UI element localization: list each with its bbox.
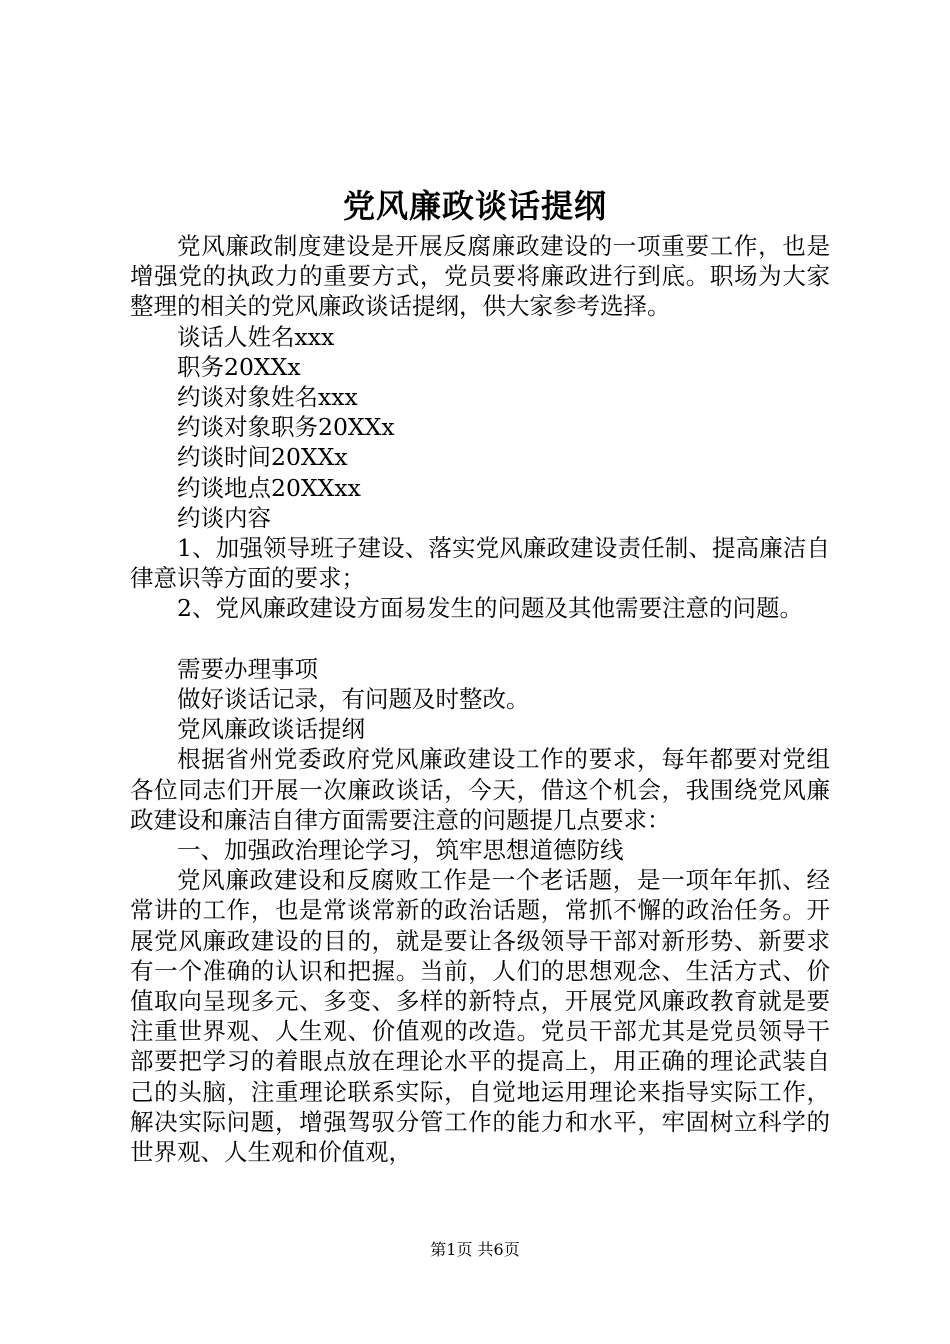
section-body-paragraph: 党风廉政建设和反腐败工作是一个老话题，是一项年年抓、经常讲的工作，也是常谈常新的政治话题，常抓不懈的政治任务。开展党风廉政建设的目的，就是要让各级领导干部对新形势、新要求有一个准确的认识和把握。当前，人们的思想观念、生活方式、价值取向呈现多元、多变、多样的新特点，开展党风廉政教育就是要注重世界观、人生观、价值观的改造。党员干部尤其是党员领导干部要把学习的着眼点放在理论水平的提高上，用正确的理论武装自己的头脑，注重理论联系实际，自觉地运用理论来指导实际工作，解决实际问题，增强驾驭分管工作的能力和水平，牢固树立科学的世界观、人生观和价值观， (130, 866, 830, 1167)
field-interviewee-name: 约谈对象姓名xxx (177, 383, 358, 412)
pending-matters-text: 做好谈话记录，有问题及时整改。 (177, 685, 530, 714)
field-interviewee-position: 约谈对象职务20XXx (177, 413, 395, 442)
section-heading-1: 一、加强政治理论学习，筑牢思想道德防线 (177, 836, 624, 865)
intro-paragraph: 党风廉政制度建设是开展反腐廉政建设的一项重要工作，也是增强党的执政力的重要方式，党员要将廉政进行到底。职场为大家整理的相关的党风廉政谈话提纲，供大家参考选择。 (130, 232, 830, 321)
section-intro-paragraph: 根据省州党委政府党风廉政建设工作的要求，每年都要对党组各位同志们开展一次廉政谈话，今天，借这个机会，我围绕党风廉政建设和廉洁自律方面需要注意的问题提几点要求： (130, 745, 830, 834)
page-indicator: 第1页 共6页 (430, 1240, 520, 1259)
document-title: 党风廉政谈话提纲 (342, 187, 607, 225)
field-interview-time: 约谈时间20XXx (177, 443, 348, 472)
content-item-2: 2、党风廉政建设方面易发生的问题及其他需要注意的问题。 (177, 594, 803, 623)
content-item-1: 1、加强领导班子建设、落实党风廉政建设责任制、提高廉洁自律意识等方面的要求； (130, 534, 830, 593)
field-position: 职务20XXx (177, 352, 301, 381)
document-body (130, 231, 830, 1167)
pending-matters-heading: 需要办理事项 (177, 654, 318, 683)
field-interview-location: 约谈地点20XXxx (177, 473, 361, 502)
field-talker-name: 谈话人姓名xxx (177, 322, 335, 351)
field-interview-content: 约谈内容 (177, 503, 271, 532)
blank-line (130, 624, 830, 654)
section-title: 党风廉政谈话提纲 (177, 715, 365, 744)
